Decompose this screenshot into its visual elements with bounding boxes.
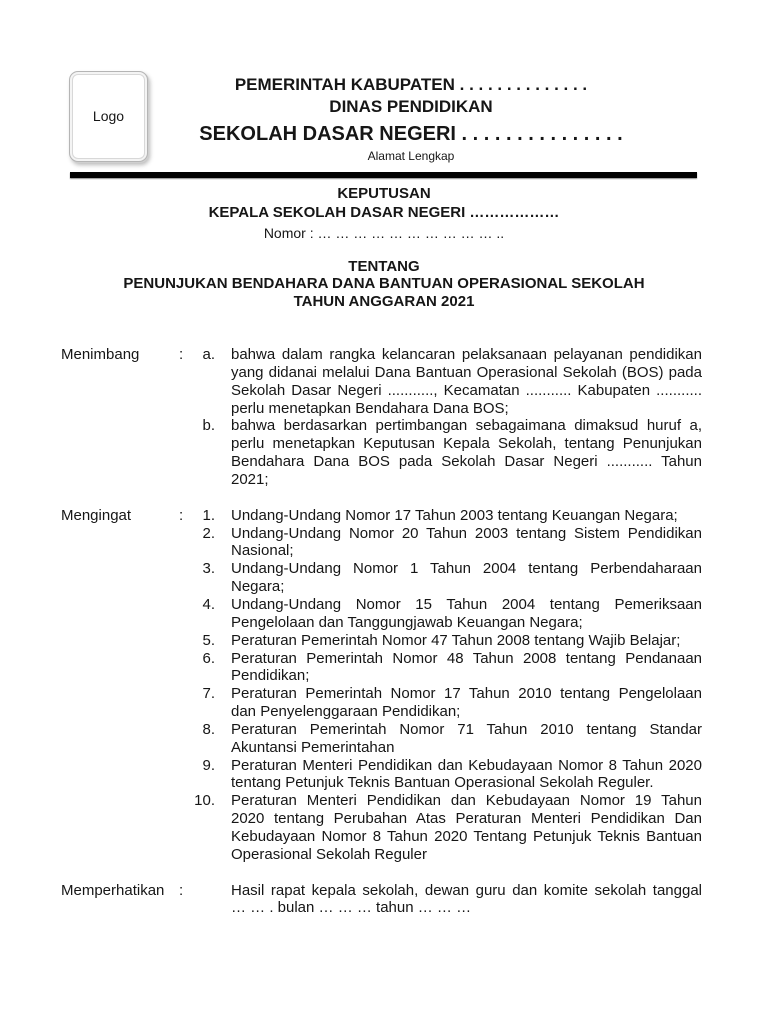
list-item-marker: 5. — [202, 631, 215, 649]
decree-issuer: KEPALA SEKOLAH DASAR NEGERI ……………… — [208, 204, 560, 221]
text-line: yang didanai melalui Dana Bantuan Operasional Sekolah (BOS) pada — [231, 363, 702, 381]
decree-heading: KEPUTUSAN — [337, 185, 431, 202]
text-line: tentang Petunjuk Teknis Bantuan Operasional Sekolah Reguler. — [231, 774, 654, 792]
text-line: 2020 tentang Perubahan Atas Peraturan Menteri Pendidikan Dan — [231, 810, 702, 828]
decree-year: TAHUN ANGGARAN 2021 — [293, 293, 475, 310]
section-items — [192, 507, 702, 864]
list-item-marker: 9. — [202, 756, 215, 774]
decree-subject: PENUNJUKAN BENDAHARA DANA BANTUAN OPERASIONAL SEKOLAH — [123, 275, 645, 292]
text-line: Negara; — [231, 578, 285, 596]
list-item — [192, 721, 702, 757]
header-address: Alamat Lengkap — [367, 149, 455, 163]
text-line: Peraturan Pemerintah Nomor 48 Tahun 2008 tentang Pendanaan — [231, 649, 702, 667]
section-colon: : — [179, 506, 184, 524]
text-line: Peraturan Pemerintah Nomor 17 Tahun 2010 tentang Pengelolaan — [231, 685, 702, 703]
section-memperhatikan — [61, 882, 702, 918]
section-colon: : — [179, 346, 184, 363]
list-item — [192, 417, 702, 488]
list-item — [192, 507, 702, 525]
text-line: Sekolah Dasar Negeri ..........., Kecamatan ........... Kabupaten ........... — [231, 381, 702, 399]
list-item — [192, 560, 702, 596]
list-item-marker: 4. — [202, 595, 215, 613]
list-item-marker: 6. — [202, 649, 215, 667]
section-items — [192, 882, 702, 918]
section-label: Mengingat — [61, 506, 132, 524]
text-line: Peraturan Pemerintah Nomor 71 Tahun 2010 tentang Standar — [231, 720, 702, 738]
list-item-marker: 10. — [194, 792, 215, 810]
list-item-marker: b. — [202, 417, 215, 435]
list-item-marker: 3. — [202, 560, 215, 578]
list-item-marker: 8. — [202, 720, 215, 738]
section-menimbang — [61, 346, 702, 489]
header-department: DINAS PENDIDIKAN — [329, 97, 493, 116]
list-item-text — [231, 792, 702, 863]
text-line: Undang-Undang Nomor 15 Tahun 2004 tentang Pemeriksaan — [231, 595, 702, 613]
header-school-name: SEKOLAH DASAR NEGERI . . . . . . . . . . . . . . . — [199, 123, 623, 145]
list-item-text — [231, 721, 702, 757]
list-item-marker: 2. — [202, 524, 215, 542]
list-item-text — [231, 560, 702, 596]
logo-placeholder — [69, 71, 148, 162]
list-item-text — [231, 417, 702, 488]
text-line: Peraturan Pemerintah Nomor 47 Tahun 2008 tentang Wajib Belajar; — [231, 631, 681, 649]
section-mengingat — [61, 507, 702, 864]
list-item-text — [231, 507, 702, 525]
section-label: Menimbang — [61, 346, 140, 363]
text-line: perlu menetapkan Keputusan Kepala Sekolah, tentang Penunjukan — [231, 435, 702, 453]
section-label: Memperhatikan — [61, 881, 165, 899]
list-item — [192, 525, 702, 561]
text-line: Operasional Sekolah Reguler — [231, 845, 427, 863]
text-line: … … . bulan … … … tahun … … … — [231, 899, 472, 917]
list-item — [192, 596, 702, 632]
list-item — [192, 346, 702, 417]
list-item — [192, 650, 702, 686]
text-line: Peraturan Menteri Pendidikan dan Kebudayaan Nomor 8 Tahun 2020 — [231, 756, 702, 774]
list-item — [192, 757, 702, 793]
text-line: Pendidikan; — [231, 667, 310, 685]
list-item-marker: 1. — [202, 506, 215, 524]
list-item-text — [231, 346, 702, 417]
text-line: bahwa berdasarkan pertimbangan sebagaimana dimaksud huruf a, — [231, 417, 702, 435]
text-line: perlu menetapkan Bendahara Dana BOS; — [231, 399, 509, 417]
decree-about: TENTANG — [348, 258, 420, 275]
list-item-text — [231, 525, 702, 561]
list-item-marker: 7. — [202, 685, 215, 703]
text-line: Peraturan Menteri Pendidikan dan Kebudayaan Nomor 19 Tahun — [231, 792, 702, 810]
text-line: dan Penyelenggaraan Pendidikan; — [231, 703, 461, 721]
list-item-marker: a. — [202, 346, 215, 363]
text-line: Undang-Undang Nomor 20 Tahun 2003 tentang Sistem Pendidikan — [231, 524, 702, 542]
list-item — [192, 882, 702, 918]
list-item-text — [231, 650, 702, 686]
text-line: Hasil rapat kepala sekolah, dewan guru dan komite sekolah tanggal — [231, 881, 702, 899]
letterhead-divider — [70, 172, 697, 178]
text-line: Akuntansi Pemerintahan — [231, 738, 395, 756]
text-line: Undang-Undang Nomor 17 Tahun 2003 tentang Keuangan Negara; — [231, 506, 678, 524]
section-colon: : — [179, 881, 184, 899]
list-item-text — [231, 632, 702, 650]
text-line: Undang-Undang Nomor 1 Tahun 2004 tentang Perbendaharaan — [231, 560, 702, 578]
text-line: Nasional; — [231, 542, 294, 560]
text-line: Pengelolaan dan Tanggungjawab Keuangan Negara; — [231, 613, 583, 631]
list-item — [192, 685, 702, 721]
text-line: bahwa dalam rangka kelancaran pelaksanaan pelayanan pendidikan — [231, 346, 702, 363]
list-item-text — [231, 757, 702, 793]
decree-number: Nomor : … … … … … … … … … … .. — [263, 225, 505, 241]
decree-body — [61, 346, 702, 917]
section-items — [192, 346, 702, 489]
header-government: PEMERINTAH KABUPATEN . . . . . . . . . . . . . . — [234, 75, 588, 94]
list-item-text — [231, 882, 702, 918]
logo-label: Logo — [92, 107, 125, 124]
list-item-text — [231, 685, 702, 721]
list-item — [192, 792, 702, 863]
text-line: 2021; — [231, 470, 269, 488]
list-item — [192, 632, 702, 650]
text-line: Kebudayaan Nomor 8 Tahun 2020 Tentang Petunjuk Teknis Bantuan — [231, 827, 702, 845]
text-line: Bendahara Dana BOS pada Sekolah Dasar Negeri ........... Tahun — [231, 453, 702, 471]
list-item-text — [231, 596, 702, 632]
